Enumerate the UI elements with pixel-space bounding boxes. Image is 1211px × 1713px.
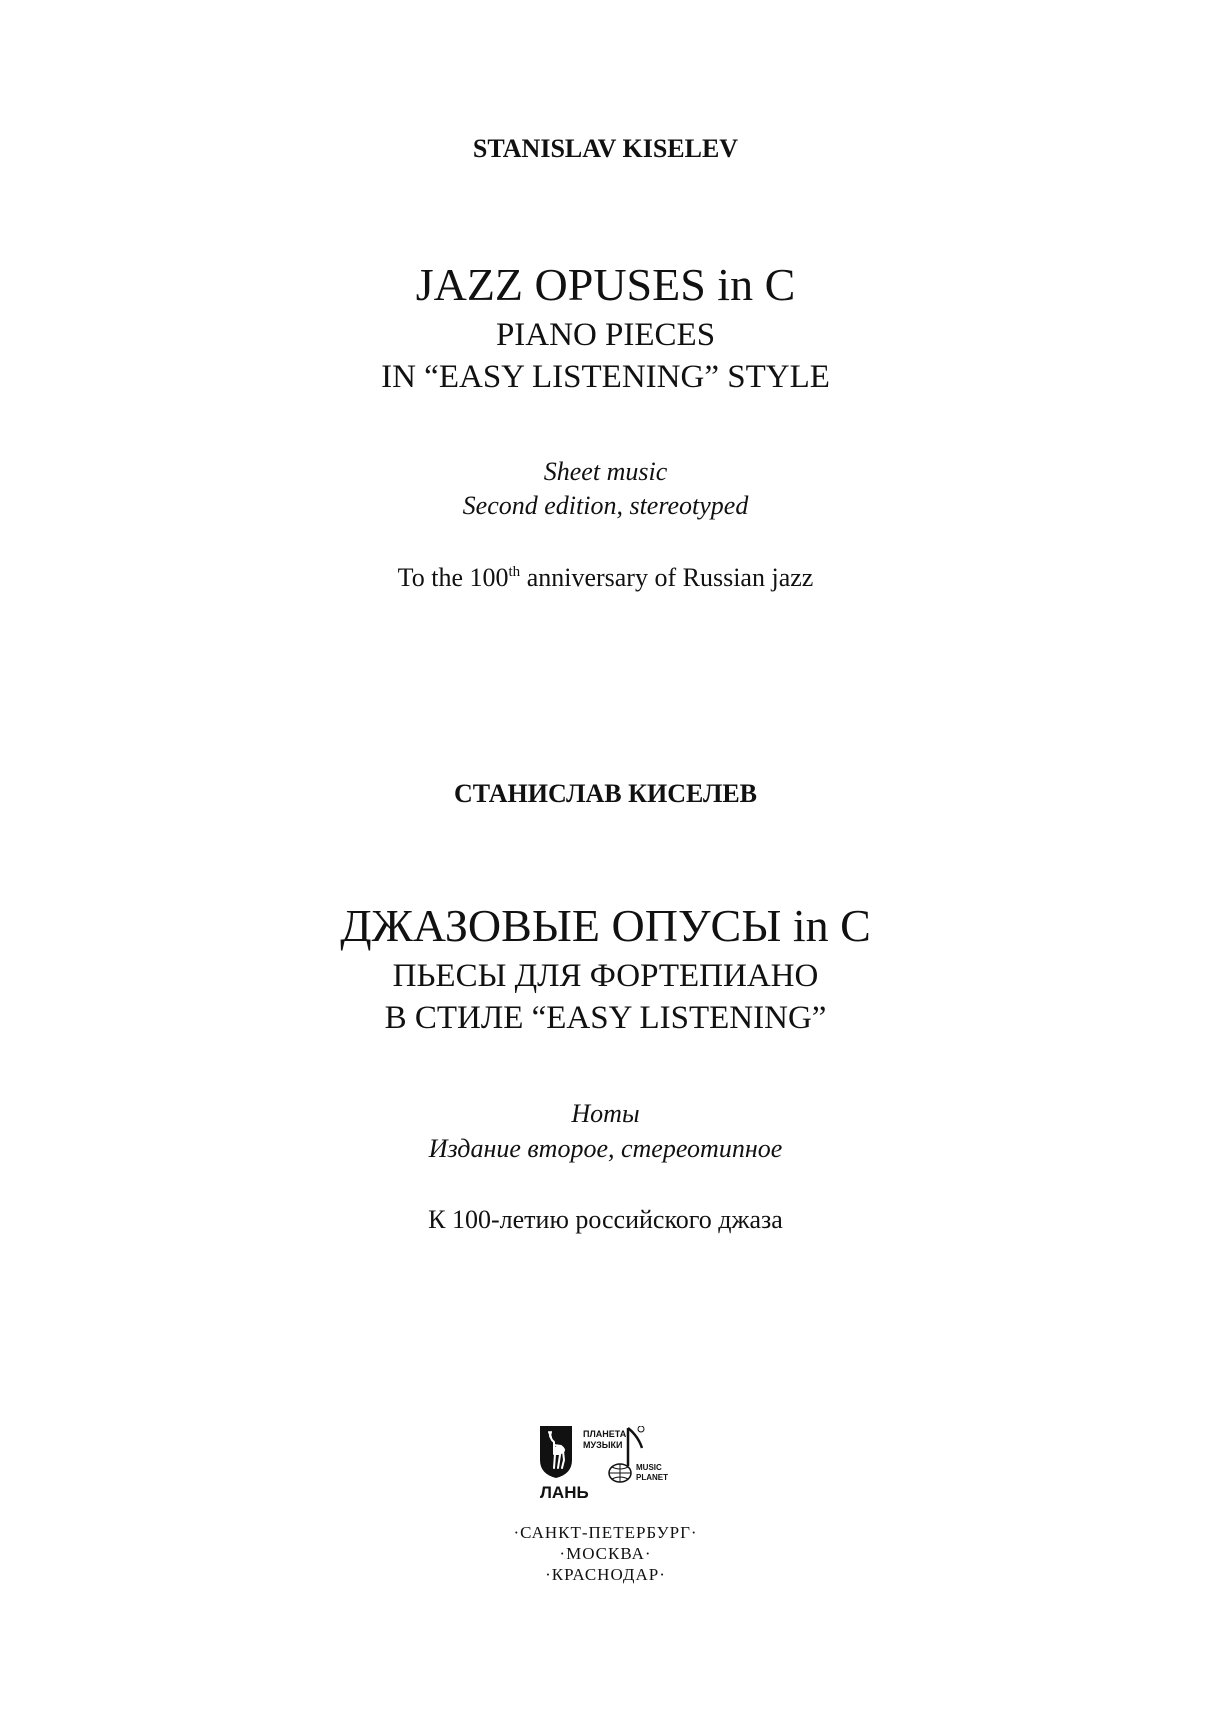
publisher-city-3: ·КРАСНОДАР· — [545, 1565, 666, 1584]
english-dedication — [0, 565, 1211, 591]
english-dedication-prefix: To the 100 — [397, 563, 509, 592]
english-author: STANISLAV KISELEV — [472, 134, 739, 163]
russian-subtitle-line2: В СТИЛЕ “EASY LISTENING” — [384, 1000, 827, 1036]
publisher-city-1: ·САНКТ-ПЕТЕРБУРГ· — [513, 1523, 698, 1542]
globe-icon — [606, 1462, 634, 1484]
russian-title: ДЖАЗОВЫЕ ОПУСЫ in C — [340, 900, 871, 951]
russian-edition: Издание второе, стереотипное — [428, 1134, 783, 1163]
logo-music-line1: MUSIC — [636, 1463, 662, 1472]
english-edition: Second edition, stereotyped — [462, 491, 749, 520]
russian-author: СТАНИСЛАВ КИСЕЛЕВ — [453, 779, 758, 808]
english-subtitle-line1: PIANO PIECES — [495, 317, 716, 353]
english-title: JAZZ OPUSES in C — [415, 259, 796, 310]
english-dedication-suffix: anniversary of Russian jazz — [520, 563, 814, 592]
lan-deer-shield-icon — [538, 1424, 574, 1480]
russian-format: Ноты — [571, 1099, 640, 1128]
publisher-city-2: ·МОСКВА· — [559, 1544, 652, 1563]
logo-lan: ЛАНЬ — [540, 1483, 589, 1502]
english-dedication-sup: th — [508, 564, 521, 580]
english-subtitle-line2: IN “EASY LISTENING” STYLE — [381, 359, 830, 395]
russian-subtitle-line1: ПЬЕСЫ ДЛЯ ФОРТЕПИАНО — [392, 958, 819, 994]
logo-music-line2: PLANET — [636, 1473, 668, 1482]
publisher-logo — [538, 1424, 668, 1508]
english-format: Sheet music — [543, 457, 668, 486]
logo-planeta-line2: МУЗЫКИ — [583, 1440, 623, 1450]
logo-planeta-line1: ПЛАНЕТА — [583, 1429, 627, 1439]
russian-dedication: К 100-летию российского джаза — [428, 1205, 783, 1234]
